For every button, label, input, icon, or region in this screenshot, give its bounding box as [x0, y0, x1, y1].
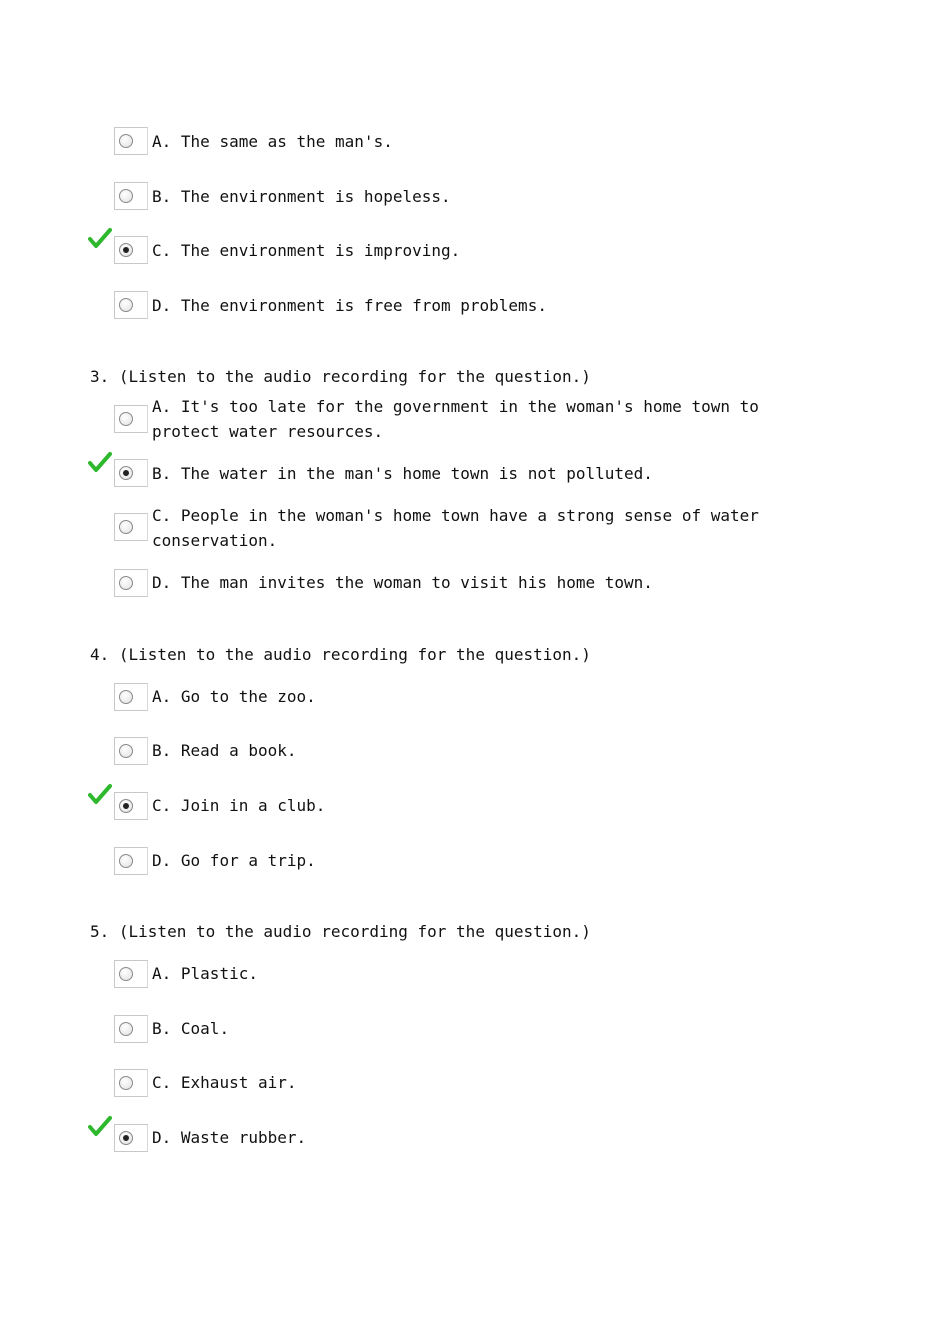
option-text: D. The environment is free from problems.: [152, 296, 547, 315]
option-text: B. The environment is hopeless.: [152, 187, 451, 206]
option-text: D. The man invites the woman to visit his home town.: [152, 573, 653, 592]
question-4-title: 4. (Listen to the audio recording for the question.): [90, 645, 591, 664]
green-checkmark-icon: [88, 1115, 112, 1137]
radio-frame: [114, 792, 148, 820]
option-q5-a[interactable]: [114, 960, 834, 990]
option-text: A. The same as the man's.: [152, 132, 393, 151]
radio-button-icon[interactable]: [119, 412, 133, 426]
option-q3-b[interactable]: [114, 459, 834, 489]
green-checkmark-icon: [88, 451, 112, 473]
option-q2-c[interactable]: [114, 236, 834, 266]
radio-button-icon[interactable]: [119, 1022, 133, 1036]
green-checkmark-icon: [88, 783, 112, 805]
option-text: D. Go for a trip.: [152, 851, 316, 870]
option-q3-d[interactable]: [114, 569, 834, 599]
option-q5-c[interactable]: [114, 1069, 834, 1099]
radio-frame: [114, 459, 148, 487]
radio-frame: [114, 683, 148, 711]
radio-frame: [114, 737, 148, 765]
radio-button-icon[interactable]: [119, 466, 133, 480]
radio-frame: [114, 847, 148, 875]
radio-frame: [114, 291, 148, 319]
option-q2-a[interactable]: [114, 127, 834, 157]
radio-frame: [114, 405, 148, 433]
radio-button-icon[interactable]: [119, 744, 133, 758]
green-checkmark-icon: [88, 227, 112, 249]
radio-frame: [114, 1124, 148, 1152]
radio-button-icon[interactable]: [119, 243, 133, 257]
option-q5-b[interactable]: [114, 1015, 834, 1045]
radio-frame: [114, 1015, 148, 1043]
radio-button-icon[interactable]: [119, 967, 133, 981]
option-text: B. The water in the man's home town is not polluted.: [152, 464, 653, 483]
radio-button-icon[interactable]: [119, 520, 133, 534]
option-text: D. Waste rubber.: [152, 1128, 307, 1147]
option-text: B. Read a book.: [152, 741, 297, 760]
option-q4-c[interactable]: [114, 792, 834, 822]
radio-frame: [114, 1069, 148, 1097]
option-q5-d[interactable]: [114, 1124, 834, 1154]
radio-button-icon[interactable]: [119, 576, 133, 590]
option-text: C. Exhaust air.: [152, 1073, 297, 1092]
radio-button-icon[interactable]: [119, 799, 133, 813]
option-q2-d[interactable]: [114, 291, 834, 321]
radio-frame: [114, 236, 148, 264]
radio-button-icon[interactable]: [119, 1131, 133, 1145]
radio-button-icon[interactable]: [119, 690, 133, 704]
option-text: C. Join in a club.: [152, 796, 326, 815]
radio-button-icon[interactable]: [119, 1076, 133, 1090]
radio-button-icon[interactable]: [119, 854, 133, 868]
radio-button-icon[interactable]: [119, 134, 133, 148]
option-q4-d[interactable]: [114, 847, 834, 877]
option-q4-a[interactable]: [114, 683, 834, 713]
option-text: B. Coal.: [152, 1019, 230, 1038]
radio-frame: [114, 960, 148, 988]
option-text: C. People in the woman's home town have a strong sense of water conservation.: [152, 506, 759, 550]
option-text: C. The environment is improving.: [152, 241, 461, 260]
question-3-title: 3. (Listen to the audio recording for the question.): [90, 367, 591, 386]
option-text: A. Plastic.: [152, 964, 258, 983]
question-5-title: 5. (Listen to the audio recording for the question.): [90, 922, 591, 941]
radio-frame: [114, 127, 148, 155]
radio-frame: [114, 569, 148, 597]
radio-button-icon[interactable]: [119, 298, 133, 312]
option-q3-c[interactable]: [114, 506, 834, 563]
radio-button-icon[interactable]: [119, 189, 133, 203]
option-text: A. It's too late for the government in the woman's home town to protect water resources.: [152, 397, 759, 441]
radio-frame: [114, 182, 148, 210]
option-q4-b[interactable]: [114, 737, 834, 767]
option-text: A. Go to the zoo.: [152, 687, 316, 706]
option-q2-b[interactable]: [114, 182, 834, 212]
radio-frame: [114, 513, 148, 541]
option-q3-a[interactable]: [114, 397, 834, 455]
